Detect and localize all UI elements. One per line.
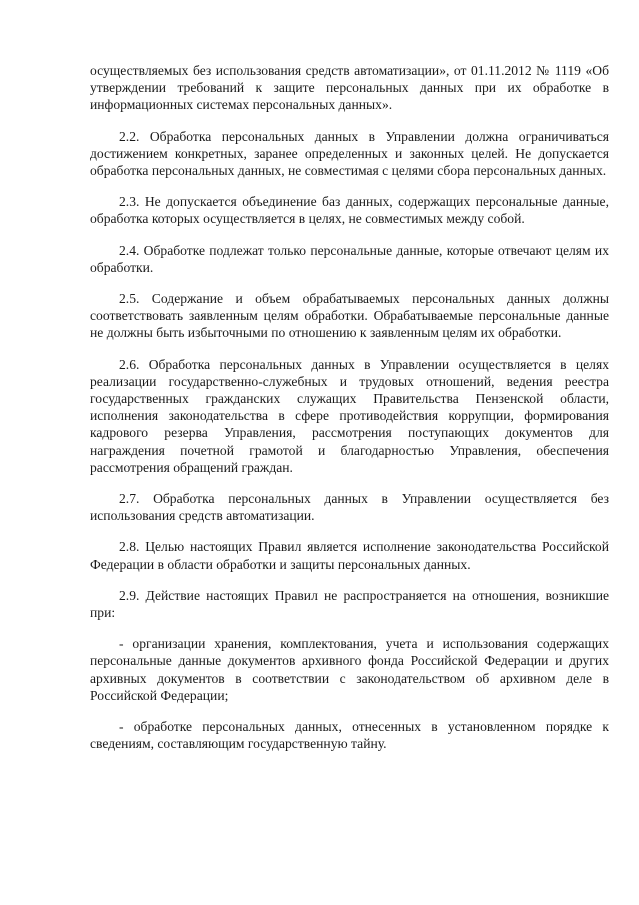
paragraph-2-7: 2.7. Обработка персональных данных в Управлении осуществляется без использования средств автоматизации.	[90, 491, 609, 524]
paragraph-continuation: осуществляемых без использования средств автоматизации», от 01.11.2012 № 1119 «Об утверждении требований к защите персональных данных при их обработке в информационных системах персональных данных».	[90, 63, 609, 113]
paragraph-2-5: 2.5. Содержание и объем обрабатываемых персональных данных должны соответствовать заявленным целям обработки. Обрабатываемые персональные данные не должны быть избыточными по отношению к заявленным целям их обработки.	[90, 291, 609, 341]
paragraph-2-4: 2.4. Обработке подлежат только персональные данные, которые отвечают целям их обработки.	[90, 242, 609, 275]
list-item-archives: - организации хранения, комплектования, учета и использования содержащих персональные данные документов архивного фонда Российской Федерации и других архивных документов в соответствии с законодательством об архивном деле в Российской Федерации;	[90, 636, 609, 703]
list-item-state-secret: - обработке персональных данных, отнесенных в установленном порядке к сведениям, составляющим государственную тайну.	[90, 719, 609, 752]
paragraph-2-6: 2.6. Обработка персональных данных в Управлении осуществляется в целях реализации государственно-служебных и трудовых отношений, ведения реестра государственных гражданских служащих Правительства Пензенской области, исполнения законодательства в сфере противодействия коррупции, формирования кадрового резерва Управления, рассмотрения поступающих документов для награждения почетной грамотой и благодарностью Управления, обеспечения рассмотрения обращений граждан.	[90, 356, 609, 475]
paragraph-2-9: 2.9. Действие настоящих Правил не распространяется на отношения, возникшие при:	[90, 587, 609, 621]
paragraph-2-8: 2.8. Целью настоящих Правил является исполнение законодательства Российской Федерации в области обработки и защиты персональных данных.	[90, 539, 609, 572]
paragraph-2-3: 2.3. Не допускается объединение баз данных, содержащих персональные данные, обработка которых осуществляется в целях, не совместимых между собой.	[90, 194, 609, 227]
document-page	[90, 62, 609, 767]
paragraph-2-2: 2.2. Обработка персональных данных в Управлении должна ограничиваться достижением конкретных, заранее определенных и законных целей. Не допускается обработка персональных данных, не совместимая с целями сбора персональных данных.	[90, 128, 609, 179]
